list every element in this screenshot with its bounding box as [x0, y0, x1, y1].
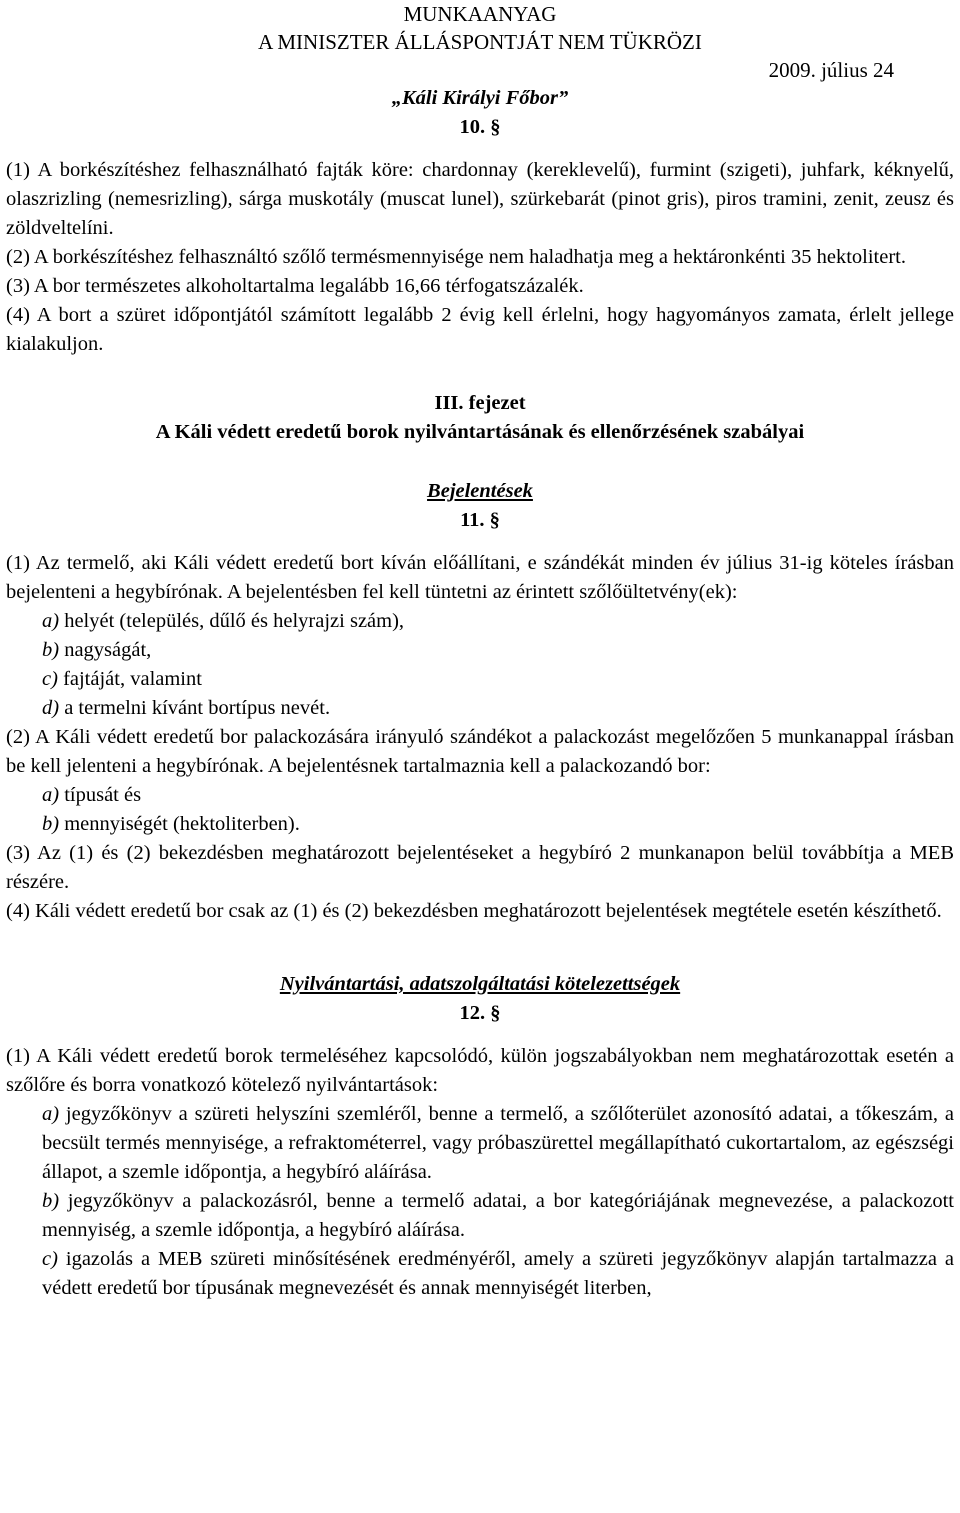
s11-paragraph-3: (3) Az (1) és (2) bekezdésben meghatározott bejelentéseket a hegybíró 2 munkanapon belül továbbítja a MEB részére. [6, 842, 954, 893]
s10-paragraph-2: (2) A borkészítéshez felhasználtó szőlő termésmennyisége nem haladhatja meg a hektáronkénti 35 hektolitert. [6, 246, 906, 268]
s11-paragraph-1: (1) Az termelő, aki Káli védett eredetű bort kíván előállítani, e szándékát minden év július 31-ig köteles írásban bejelenteni a hegybírónak. A bejelentésben fel kell tüntetni az érintett szőlőültetvény(ek): [6, 552, 954, 603]
draft-header-line2: A MINISZTER ÁLLÁSPONTJÁT NEM TÜKRÖZI [258, 30, 702, 54]
list-item: d) a termelni kívánt bortípus nevét. [42, 697, 331, 719]
chapter-number: III. fejezet [434, 392, 526, 414]
chapter-title: A Káli védett eredetű borok nyilvántartásának és ellenőrzésének szabályai [155, 421, 805, 443]
section-12-number: 12. § [459, 1002, 501, 1024]
s10-paragraph-4: (4) A bort a szüret időpontjától számított legalább 2 évig kell érlelni, hogy hagyományos zamata, érlelt jellege kialakuljon. [6, 304, 954, 355]
section-12-heading: Nyilvántartási, adatszolgáltatási kötelezettségek [279, 973, 681, 995]
list-item: b) nagyságát, [42, 639, 152, 661]
list-item: a) típusát és [42, 784, 142, 806]
s12-list [6, 1100, 954, 1303]
s10-paragraph-1: (1) A borkészítéshez felhasználható fajták köre: chardonnay (kereklevelű), furmint (szigeti), juhfark, kéknyelű, olaszrizling (nemesrizling), sárga muskotály (muscat lunel), szürkebarát (pinot gris), piros tramini, zenit, zeusz és zöldveltelíni. [6, 159, 954, 239]
list-item: c) fajtáját, valamint [42, 668, 202, 690]
draft-header-line1: MUNKAANYAG [403, 2, 557, 26]
list-item: b) jegyzőkönyv a palackozásról, benne a termelő adatai, a bor kategóriájának megnevezése, a palackozott mennyiség, a szemle időpontja, a hegybíró aláírása. [42, 1190, 954, 1241]
list-item: a) jegyzőkönyv a szüreti helyszíni szemléről, benne a termelő, a szőlőterület azonosító adatai, a tőkeszám, a becsült termés mennyisége, a refraktométerrel, vagy próbaszürettel megállapítható cukortartalom, az egészségi állapot, a szemle időpontja, a hegybíró aláírása. [42, 1103, 954, 1183]
list-item: c) igazolás a MEB szüreti minősítésének eredményéről, amely a szüreti jegyzőkönyv alapján tartalmazza a védett eredetű bor típusának megnevezését és annak mennyiségét literben, [42, 1248, 954, 1299]
section-10-number: 10. § [459, 116, 501, 138]
s12-paragraph-1: (1) A Káli védett eredetű borok termeléséhez kapcsolódó, külön jogszabályokban nem meghatározottak esetén a szőlőre és borra vonatkozó kötelező nyilvántartások: [6, 1045, 954, 1096]
list-item: b) mennyiségét (hektoliterben). [42, 813, 300, 835]
s11-list-2 [6, 781, 954, 839]
document-title: „Káli Királyi Főbor” [391, 87, 569, 109]
s11-paragraph-2: (2) A Káli védett eredetű bor palackozására irányuló szándékot a palackozást megelőzően 5 munkanappal írásban be kell jelenteni a hegybírónak. A bejelentésnek tartalmaznia kell a palackozandó bor: [6, 726, 954, 777]
s11-list-1 [6, 607, 954, 723]
document-date: 2009. július 24 [768, 58, 894, 82]
list-item: a) helyét (település, dűlő és helyrajzi szám), [42, 610, 405, 632]
s11-paragraph-4: (4) Káli védett eredetű bor csak az (1) és (2) bekezdésben meghatározott bejelentések megtétele esetén készíthető. [6, 900, 942, 922]
section-11-number: 11. § [460, 509, 500, 531]
section-11-heading: Bejelentések [427, 480, 533, 502]
s10-paragraph-3: (3) A bor természetes alkoholtartalma legalább 16,66 térfogatszázalék. [6, 275, 584, 297]
